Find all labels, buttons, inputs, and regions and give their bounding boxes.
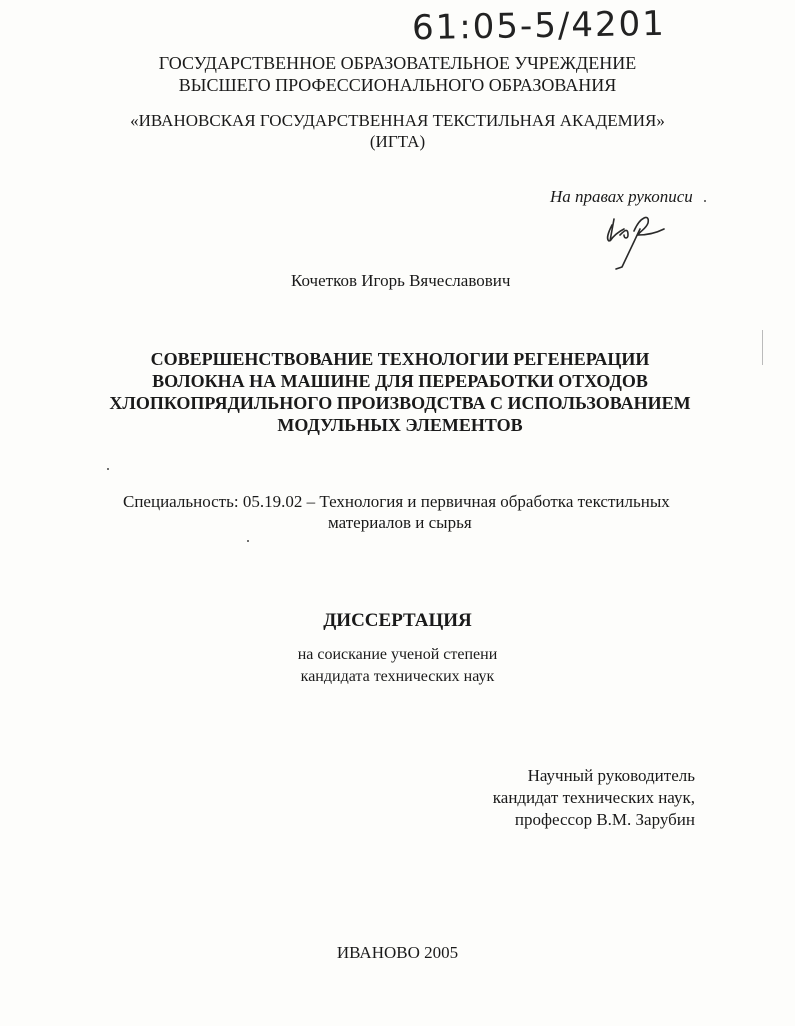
scan-speck <box>247 540 249 542</box>
institution-line-2: ВЫСШЕГО ПРОФЕССИОНАЛЬНОГО ОБРАЗОВАНИЯ <box>178 75 617 95</box>
title-line-3: ХЛОПКОПРЯДИЛЬНОГО ПРОИЗВОДСТВА С ИСПОЛЬЗОВАНИЕМ <box>109 393 691 413</box>
title-line-4: МОДУЛЬНЫХ ЭЛЕМЕНТОВ <box>277 415 523 435</box>
dissertation-title <box>100 348 700 436</box>
scan-speck <box>107 468 109 470</box>
city-year: ИВАНОВО 2005 <box>336 943 459 962</box>
specialty-line-1: Специальность: 05.19.02 – Технология и первичная обработка текстильных <box>123 492 670 511</box>
manuscript-note: На правах рукописи <box>550 187 693 206</box>
supervisor-line-3: профессор В.М. Зарубин <box>514 810 695 829</box>
institution-line-1: ГОСУДАРСТВЕННОЕ ОБРАЗОВАТЕЛЬНОЕ УЧРЕЖДЕНИЕ <box>158 53 637 73</box>
degree-line-1: на соискание ученой степени <box>297 646 498 663</box>
academy-name: «ИВАНОВСКАЯ ГОСУДАРСТВЕННАЯ ТЕКСТИЛЬНАЯ АКАДЕМИЯ» <box>130 111 665 130</box>
supervisor-line-2: кандидат технических наук, <box>492 788 695 807</box>
work-type-heading: ДИССЕРТАЦИЯ <box>323 610 472 631</box>
title-line-2: ВОЛОКНА НА МАШИНЕ ДЛЯ ПЕРЕРАБОТКИ ОТХОДОВ <box>152 371 648 391</box>
author-name: Кочетков Игорь Вячеславович <box>291 271 511 290</box>
supervisor-block <box>493 765 695 831</box>
academy-abbreviation: (ИГТА) <box>369 132 426 151</box>
degree-line-2: кандидата технических наук <box>300 668 495 685</box>
scan-speck <box>704 200 706 202</box>
archive-stamp: 61:05-5/4201 <box>411 3 667 49</box>
scan-edge-mark <box>762 330 763 365</box>
signature-icon <box>600 205 670 278</box>
specialty-line-2: материалов и сырья <box>328 513 472 532</box>
title-line-1: СОВЕРШЕНСТВОВАНИЕ ТЕХНОЛОГИИ РЕГЕНЕРАЦИИ <box>150 349 650 369</box>
supervisor-line-1: Научный руководитель <box>527 766 695 785</box>
degree-block <box>0 644 795 688</box>
